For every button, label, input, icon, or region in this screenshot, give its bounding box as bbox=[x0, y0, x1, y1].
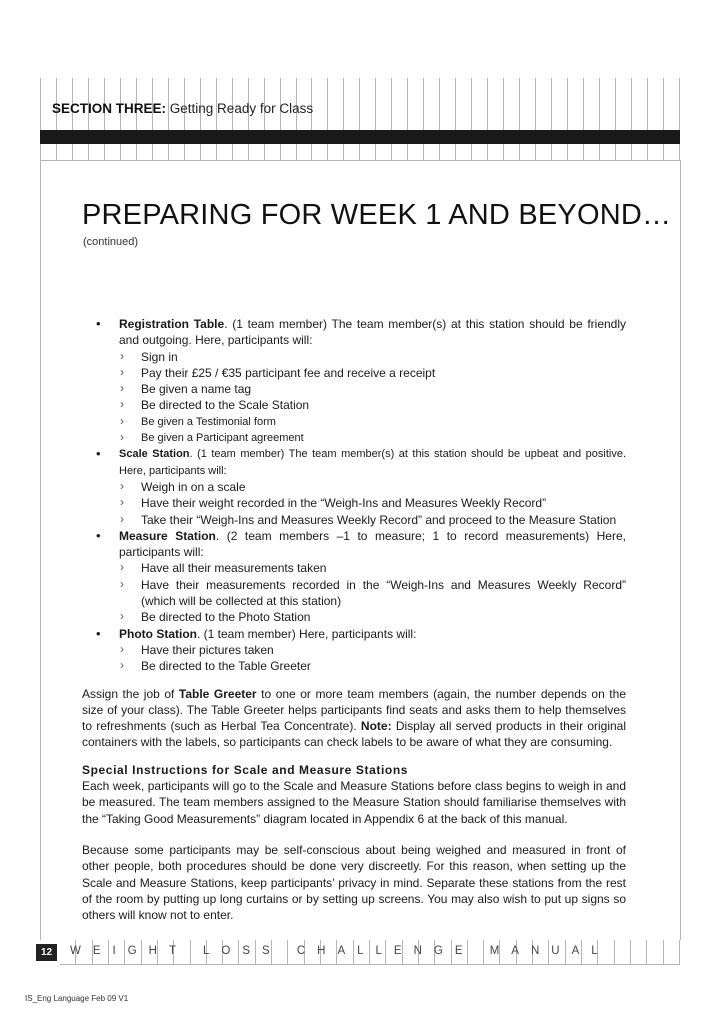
list-item: › Have their pictures taken bbox=[119, 642, 626, 658]
section-title: Getting Ready for Class bbox=[169, 101, 314, 116]
document-id: IS_Eng Language Feb 09 V1 bbox=[25, 994, 129, 1003]
greeter-role: Table Greeter bbox=[178, 686, 257, 701]
station-scale bbox=[82, 446, 626, 527]
station-name: Scale Station bbox=[119, 448, 190, 461]
list-item: › Have all their measurements taken bbox=[119, 560, 626, 576]
station-desc: . (2 team members –1 to measure; 1 to record measurements) Here, participants will: bbox=[119, 528, 626, 560]
greeter-text-mid: to one or more team members (again, the number depends on the size of your class). The Table Greeter helps participants find seats and asks them to help themselves to refreshments (such as Herbal Tea Concentrate). bbox=[82, 686, 626, 734]
station-desc: . (1 team member) Here, participants will: bbox=[197, 626, 417, 641]
page-title: PREPARING FOR WEEK 1 AND BEYOND… bbox=[82, 199, 672, 231]
special-paragraph-1: Each week, participants will go to the Scale and Measure Stations before class begins to weigh in and be measured. The team members assigned to the Measure Station should familiarise themselves with the “Taking Good Measurements” diagram located in Appendix 6 at the back of this manual. bbox=[82, 779, 626, 826]
list-item: › Be given a Participant agreement bbox=[119, 430, 626, 446]
greeter-text-post: Display all served products in their original containers with the labels, so participants can check labels to be aware of what they are consuming. bbox=[82, 719, 627, 750]
right-rule bbox=[680, 160, 681, 940]
page-number: 12 bbox=[36, 944, 57, 961]
list-item: › Be directed to the Table Greeter bbox=[119, 658, 626, 674]
station-name: Measure Station bbox=[119, 528, 216, 543]
station-photo bbox=[82, 626, 626, 675]
main-content bbox=[82, 316, 626, 923]
greeter-text-pre: Assign the job of bbox=[82, 686, 179, 701]
page-subtitle: (continued) bbox=[83, 236, 139, 248]
list-item: › Be directed to the Photo Station bbox=[119, 609, 626, 625]
station-measure bbox=[82, 528, 626, 626]
note-label: Note: bbox=[360, 719, 392, 734]
station-desc: . (1 team member) The team member(s) at this station should be friendly and outgoing. Here, participants will: bbox=[119, 317, 627, 348]
station-name: Photo Station bbox=[119, 626, 197, 641]
list-item: › Be directed to the Scale Station bbox=[119, 397, 626, 413]
list-item: › Sign in bbox=[119, 349, 626, 365]
station-desc: . (1 team member) The team member(s) at this station should be upbeat and positive. Here, participants will: bbox=[119, 448, 626, 477]
section-label: SECTION THREE: bbox=[52, 101, 167, 116]
greeter-paragraph bbox=[82, 686, 626, 751]
manual-title: WEIGHT LOSS CHALLENGE MANUAL bbox=[70, 945, 610, 957]
header-band bbox=[40, 130, 680, 144]
list-item: › Take their “Weigh-Ins and Measures Weekly Record” and proceed to the Measure Station bbox=[119, 512, 626, 528]
list-item: › Be given a name tag bbox=[119, 381, 626, 397]
list-item: › Have their weight recorded in the “Weigh-Ins and Measures Weekly Record” bbox=[119, 495, 626, 511]
list-item: › Be given a Testimonial form bbox=[119, 414, 626, 430]
station-name: Registration Table bbox=[119, 317, 225, 331]
special-paragraph-2: Because some participants may be self-conscious about being weighed and measured in front of other people, both procedures should be done very discreetly. For this reason, when setting up the Scale and Measure Stations, keep participants’ privacy in mind. Separate these stations from the rest of the room by putting up long curtains or by setting up screens. You may also wish to put up signs so others will know not to enter. bbox=[82, 842, 626, 923]
list-item: › Weigh in on a scale bbox=[119, 479, 626, 495]
header-subgrid bbox=[40, 144, 680, 161]
station-registration bbox=[82, 316, 626, 446]
left-rule bbox=[40, 160, 41, 940]
section-header bbox=[52, 101, 313, 116]
list-item: › Have their measurements recorded in the “Weigh-Ins and Measures Weekly Record” (which will be collected at this station) bbox=[119, 577, 626, 610]
list-item: › Pay their £25 / €35 participant fee and receive a receipt bbox=[119, 365, 626, 381]
special-heading: Special Instructions for Scale and Measure Stations bbox=[82, 762, 409, 777]
station-list bbox=[82, 316, 626, 675]
